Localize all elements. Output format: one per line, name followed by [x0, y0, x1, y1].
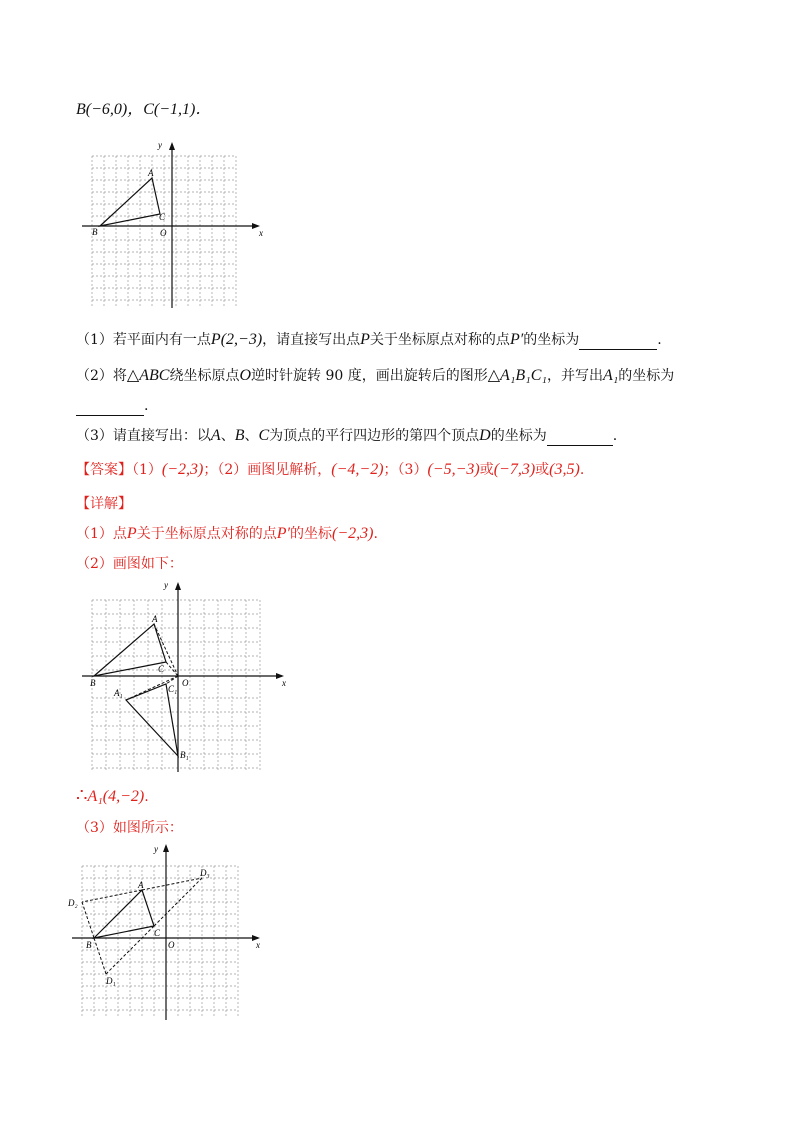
detail-step-2: （2）画图如下： — [76, 556, 183, 572]
q2-a1: A₁ — [602, 367, 619, 384]
q2-prefix: （2）将 — [76, 368, 127, 384]
q1-p: P — [360, 331, 370, 348]
q2-end: . — [144, 398, 149, 414]
q1-end: . — [657, 332, 662, 348]
answer-or2: 或 — [535, 462, 550, 478]
q1-point: P(2,−3) — [210, 331, 263, 348]
y-axis-arrow — [169, 142, 175, 150]
label-a: A — [138, 880, 144, 890]
answer-p3: ；（3） — [383, 462, 428, 478]
q3-end: . — [612, 428, 618, 444]
q1-pprime: P′ — [509, 331, 524, 348]
q2-tri: △ABC — [126, 367, 170, 384]
q3-c: C — [258, 427, 270, 444]
answer-v1: (−2,3) — [161, 461, 204, 478]
s1-suffix: 的坐标 — [289, 526, 332, 542]
label-y: y — [158, 140, 162, 150]
label-d1: D₁ — [106, 976, 116, 986]
q3-suffix: 的坐标为 — [490, 428, 547, 444]
label-a: A — [148, 168, 154, 178]
detail-a1-result — [76, 786, 149, 807]
y-axis-arrow — [163, 844, 169, 852]
label-o: O — [168, 940, 175, 950]
label-c: C — [154, 928, 161, 938]
detail-step-3: （3）如图所示： — [76, 820, 183, 836]
label-y: y — [154, 844, 158, 854]
label-y: y — [164, 580, 168, 590]
q2-middle2: 逆时针旋转 90 度，画出旋转后的图形 — [251, 368, 488, 384]
q3-answer-blank[interactable] — [547, 431, 613, 446]
y-axis-arrow — [175, 582, 181, 590]
answer-line — [76, 460, 584, 480]
answer-v3a: (−5,−3) — [427, 461, 480, 478]
label-d3: D₃ — [200, 868, 210, 878]
label-c: C — [159, 212, 166, 222]
q3-sep1: 、 — [220, 428, 235, 444]
a1-value: (4,−2) — [102, 788, 145, 805]
top-line-text: B(−6,0)，C(−1,1)． — [76, 101, 212, 118]
q1-prefix: （1）若平面内有一点 — [76, 332, 211, 348]
s1-p: P — [126, 525, 137, 542]
top-line — [76, 100, 211, 120]
question-2 — [76, 366, 674, 386]
figure-parallelogram — [68, 842, 268, 1022]
answer-end: . — [579, 462, 585, 478]
answer-p2: ；（2）画图见解析， — [203, 462, 332, 478]
s1-mid: 关于坐标原点对称的点 — [136, 526, 277, 542]
label-c: C — [158, 664, 165, 674]
label-b: B — [90, 678, 96, 688]
answer-v3c: (3,5) — [549, 461, 580, 478]
answer-v2: (−4,−2) — [331, 461, 384, 478]
detail-step-1 — [76, 524, 378, 544]
label-a: A — [152, 614, 158, 624]
answer-v3b: (−7,3) — [493, 461, 536, 478]
a1-label: A₁ — [87, 788, 103, 805]
triangle-abc — [94, 624, 166, 676]
q2-answer-blank[interactable] — [76, 401, 144, 416]
q2-middle3: ，并写出 — [546, 368, 603, 384]
s1-pp: P′ — [276, 525, 290, 542]
label-x: x — [256, 940, 260, 950]
q3-b: B — [234, 427, 245, 444]
a1-end: . — [144, 789, 149, 805]
q3-sep2: 、 — [244, 428, 259, 444]
label-a1: A₁ — [114, 688, 123, 698]
label-o: O — [182, 678, 189, 688]
s1-end: . — [373, 526, 378, 542]
s1-prefix: （1）点 — [76, 526, 127, 542]
label-d2: D₂ — [68, 898, 78, 908]
grid — [82, 866, 238, 1018]
label-c1: C₁ — [168, 684, 178, 694]
figure-rotation — [78, 580, 298, 775]
s1-value: (−2,3) — [331, 525, 374, 542]
q3-middle: 为顶点的平行四边形的第四个顶点 — [269, 428, 480, 444]
label-b: B — [92, 227, 98, 237]
label-o: O — [160, 228, 167, 238]
triangle-abc — [100, 178, 160, 226]
q3-prefix: （3）请直接写出：以 — [76, 428, 211, 444]
question-2-line2 — [76, 396, 148, 416]
q3-a: A — [210, 427, 221, 444]
answer-label: 【答案】 — [76, 462, 132, 478]
q1-middle2: 关于坐标原点对称的点 — [369, 332, 510, 348]
label-x: x — [282, 678, 286, 688]
label-b1: B₁ — [180, 750, 189, 760]
q2-tri1: △A₁B₁C₁ — [487, 367, 547, 384]
q1-middle: ，请直接写出点 — [262, 332, 361, 348]
question-3 — [76, 426, 617, 446]
q3-d: D — [479, 427, 491, 444]
therefore-symbol: ∴ — [76, 785, 88, 806]
q1-answer-blank[interactable] — [579, 335, 657, 350]
answer-or1: 或 — [479, 462, 494, 478]
label-x: x — [259, 228, 263, 238]
label-b: B — [86, 940, 92, 950]
q1-suffix: 的坐标为 — [523, 332, 580, 348]
q2-middle: 绕坐标原点 — [169, 368, 240, 384]
question-1 — [76, 330, 662, 350]
q2-suffix: 的坐标为 — [618, 368, 675, 384]
q2-o: O — [239, 367, 252, 384]
detail-label: 【详解】 — [76, 496, 132, 512]
figure-triangle-abc — [78, 140, 268, 310]
answer-p1: （1） — [132, 462, 162, 478]
